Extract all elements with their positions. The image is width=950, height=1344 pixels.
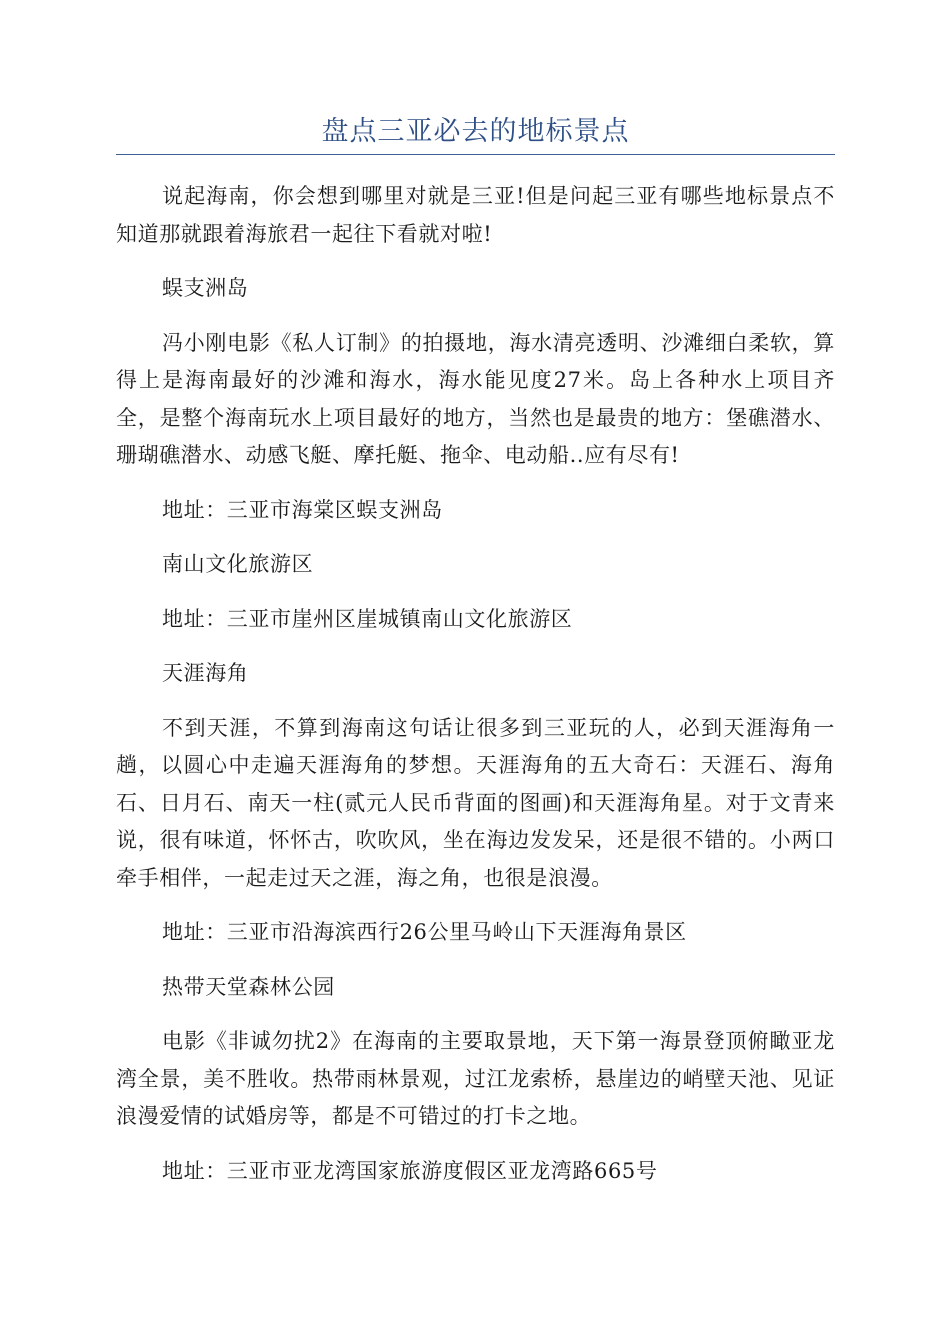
- section-heading-nanshan: 南山文化旅游区: [162, 552, 314, 576]
- address-wuzhizhou: 地址：三亚市海棠区蜈支洲岛: [162, 497, 443, 522]
- section-text-tianya: 不到天涯，不算到海南这句话让很多到三亚玩的人，必到天涯海角一趟，以圆心中走遍天涯海角的梦想。天涯海角的五大奇石：天涯石、海角石、日月石、南天一柱(贰元人民币背面的图画)和天涯海角星。对于文青来说，很有味道，怀怀古，吹吹风，坐在海边发发呆，还是很不错的。小两口牵手相伴，一起走过天之涯，海之角，也很是浪漫。: [116, 715, 835, 890]
- address-forest-park: 地址：三亚市亚龙湾国家旅游度假区亚龙湾路665号: [162, 1158, 658, 1183]
- document-body: [116, 178, 835, 1207]
- address-tianya: 地址：三亚市沿海滨西行26公里马岭山下天涯海角景区: [162, 920, 687, 944]
- intro-paragraph: 说起海南，你会想到哪里对就是三亚!但是问起三亚有哪些地标景点不知道那就跟着海旅君一起往下看就对啦!: [116, 184, 835, 246]
- section-text-forest-park: 电影《非诚勿扰2》在海南的主要取景地，天下第一海景登顶俯瞰亚龙湾全景，美不胜收。热带雨林景观，过江龙索桥，悬崖边的峭壁天池、见证浪漫爱情的试婚房等，都是不可错过的打卡之地。: [116, 1029, 835, 1128]
- section-text-wuzhizhou: 冯小刚电影《私人订制》的拍摄地，海水清亮透明、沙滩细白柔软，算得上是海南最好的沙滩和海水，海水能见度27米。岛上各种水上项目齐全，是整个海南玩水上项目最好的地方，当然也是最贵的地方：堡礁潜水、珊瑚礁潜水、动感飞艇、摩托艇、拖伞、电动船..应有尽有!: [116, 330, 835, 467]
- address-nanshan: 地址：三亚市崖州区崖城镇南山文化旅游区: [162, 606, 573, 631]
- section-heading-tianya: 天涯海角: [162, 661, 249, 685]
- section-heading-forest-park: 热带天堂森林公园: [162, 974, 335, 999]
- title-underline: [116, 154, 835, 155]
- document-title: 盘点三亚必去的地标景点: [321, 116, 630, 147]
- section-heading-wuzhizhou: 蜈支洲岛: [162, 276, 249, 300]
